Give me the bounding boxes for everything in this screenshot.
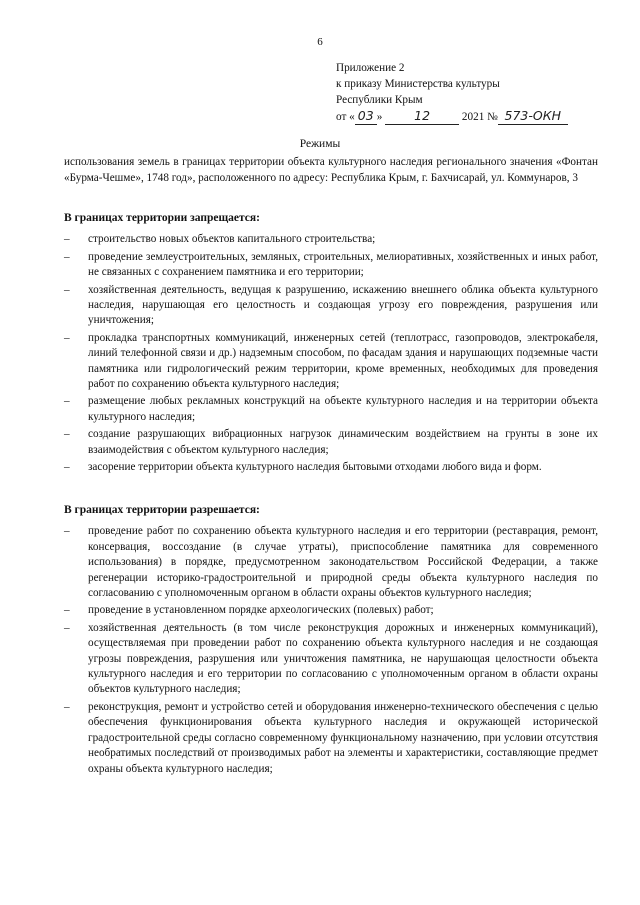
date-day: 03 [355, 108, 377, 125]
date-mid: » [376, 111, 383, 123]
date-prefix: от « [336, 111, 355, 123]
list-item: – размещение любых рекламных конструкций на объекте культурного наследия и на территории объекта культурного наследия; [64, 395, 598, 423]
appendix-order-line: к приказу Министерства культуры [336, 78, 500, 90]
date-year: 2021 № [461, 111, 498, 123]
list-item: – хозяйственная деятельность, ведущая к разрушению, искажению внешнего облика объекта культурного наследия, нарушающая его целостность и создающая угрозу его повреждения, разрушения или уничтожения; [64, 283, 598, 327]
permitted-section [64, 503, 598, 779]
list-item: – создание разрушающих вибрационных нагрузок динамическим воздействием на грунты в зоне их взаимодействия с объектом культурного наследия; [64, 428, 598, 456]
order-number: 573-ОКН [498, 108, 568, 125]
prohibited-section [64, 211, 598, 478]
appendix-header [336, 60, 568, 125]
prohibited-list [64, 232, 598, 475]
date-month: 12 [385, 108, 459, 125]
list-item: – проведение землеустроительных, земляных, строительных, мелиоративных, хозяйственных и иных работ, не связанных с сохранением памятника и его территории; [64, 250, 598, 279]
doc-subtitle: использования земель в границах территории объекта культурного наследия регионального значения «Фонтан «Бурма-Чешме», 1748 год», расположенного по адресу: Республика Крым, г. Бахчисарай, ул. Коммунаров, 3 [64, 156, 598, 184]
permitted-list [64, 524, 598, 777]
appendix-title: Приложение 2 [336, 62, 405, 74]
appendix-republic-line: Республики Крым [336, 94, 423, 106]
appendix-date-line [336, 108, 568, 125]
page-number: 6 [317, 36, 323, 48]
list-item: – строительство новых объектов капитального строительства; [64, 233, 376, 246]
list-item: – прокладка транспортных коммуникаций, инженерных сетей (теплотрасс, газопроводов, электрокабеля, линий телефонной связи и др.) надземным способом, по фасадам здания и нарушающих подземные части памятника или гидрологический режим территории, кроме временных, необходимых для проведения работ по сохранению объекта культурного наследия; [64, 331, 598, 391]
list-item: – реконструкция, ремонт и устройство сетей и оборудования инженерно-технического обеспечения с целью обеспечения функционирования объекта культурного наследия и окружающей исторической градостроительной среды согласно современному функциональному назначению, при условии отсутствия необратимых последствий от производимых работ на элементы и характеристики, составляющие предмет охраны объекта культурного наследия; [64, 700, 598, 775]
list-item: – засорение территории объекта культурного наследия бытовыми отходами любого вида и форм. [64, 461, 542, 474]
prohibited-heading: В границах территории запрещается: [64, 212, 260, 224]
list-item: – проведение работ по сохранению объекта культурного наследия и его территории (реставрация, ремонт, консервация, воссоздание (в случае утраты), приспособление памятника для современного использования) в порядке, предусмотренном законодательством Российской Федерации, а также регенерации историко-градостроительной и природной среды объекта культурного наследия по согласованию с уполномоченным органом в области охраны объектов культурного наследия; [64, 525, 598, 600]
list-item: – проведение в установленном порядке археологических (полевых) работ; [64, 604, 434, 617]
permitted-heading: В границах территории разрешается: [64, 504, 260, 516]
list-item: – хозяйственная деятельность (в том числе реконструкция дорожных и инженерных коммуникаций), осуществляемая при проведении работ по сохранению объекта культурного наследия и не создающая угрозы повреждения, разрушения или уничтожения памятника, не нарушающая целостности объекта культурного наследия и его территории по согласованию с уполномоченным органом в области охраны объектов культурного наследия; [64, 621, 598, 696]
doc-title: Режимы [299, 138, 341, 150]
